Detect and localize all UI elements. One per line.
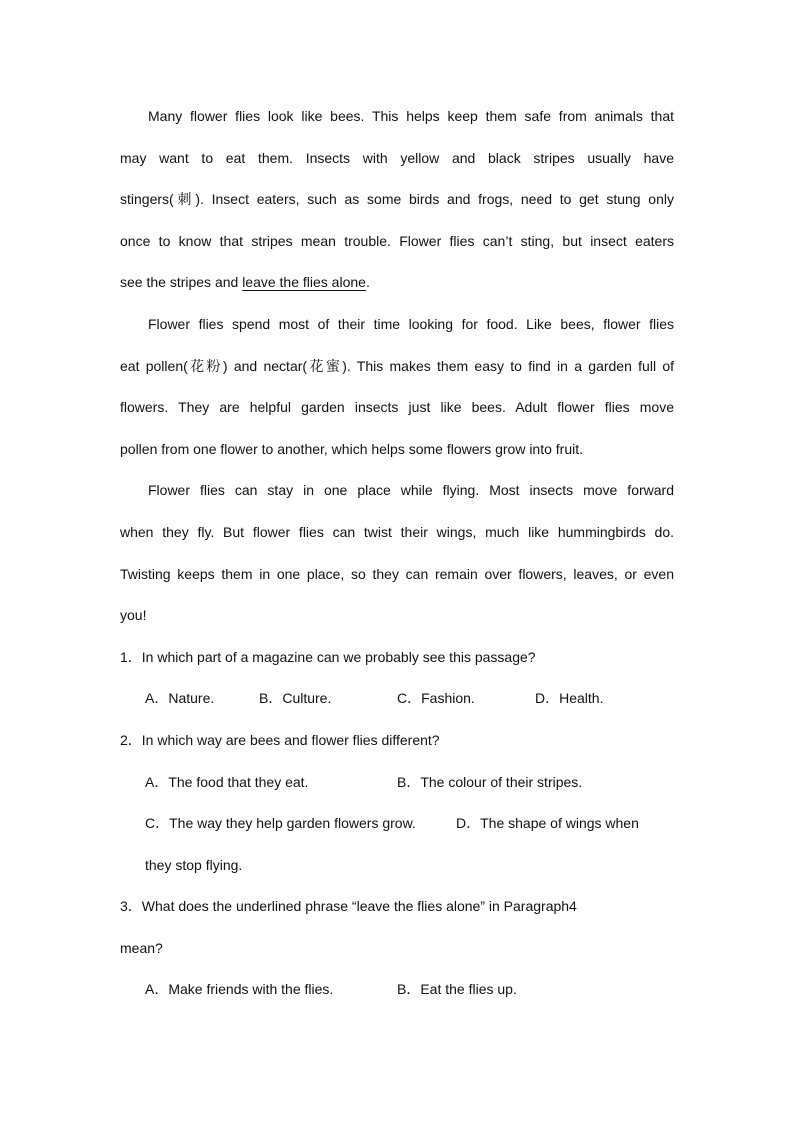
passage-line: when they fly. But flower flies can twist their wings, much like hummingbirds do. (120, 523, 674, 540)
option-a: A．The food that they eat. (145, 773, 309, 790)
option-c: C．Fashion. (397, 690, 475, 707)
passage-line: once to know that stripes mean trouble. Flower flies can’t sting, but insect eaters (120, 232, 674, 249)
question-stem: 3．What does the underlined phrase “leave the flies alone” in Paragraph4 (120, 898, 577, 915)
passage-text: see the stripes and (120, 274, 243, 291)
option-b: B．Culture. (259, 690, 332, 707)
passage-line: stingers(刺). Insect eaters, such as some birds and frogs, need to get stung only (120, 191, 674, 208)
passage-text: . (365, 274, 370, 291)
option-a: A．Nature. (145, 690, 215, 707)
passage-line: you! (120, 607, 147, 624)
passage-line: eat pollen(花粉) and nectar(花蜜). This makes them easy to find in a garden full of (120, 357, 674, 374)
passage-line (120, 262, 674, 304)
option-row (120, 678, 674, 720)
document-page (120, 96, 674, 1011)
option-b: B．The colour of their stripes. (397, 773, 583, 790)
question-stem-continued: mean? (120, 939, 163, 956)
option-row (120, 845, 674, 887)
passage-line: Twisting keeps them in one place, so they can remain over flowers, leaves, or even (120, 565, 674, 582)
question-stem: 1．In which part of a magazine can we probably see this passage? (120, 648, 536, 665)
option-c: C．The way they help garden flowers grow. (145, 815, 416, 832)
passage-line: may want to eat them. Insects with yellow and black stripes usually have (120, 149, 674, 166)
option-row (120, 762, 674, 804)
option-row (120, 969, 674, 1011)
passage-line: Flower flies can stay in one place while flying. Most insects move forward (148, 482, 674, 499)
option-d: D．Health. (535, 690, 604, 707)
passage-line: pollen from one flower to another, which helps some flowers grow into fruit. (120, 440, 584, 457)
option-d: D．The shape of wings when (456, 815, 639, 832)
passage-line: Flower flies spend most of their time looking for food. Like bees, flower flies (148, 315, 674, 332)
option-b: B．Eat the flies up. (397, 981, 517, 998)
option-row (120, 803, 674, 845)
passage-line: Many flower flies look like bees. This helps keep them safe from animals that (148, 108, 674, 124)
option-a: A．Make friends with the flies. (145, 981, 334, 998)
question-stem: 2．In which way are bees and flower flies different? (120, 731, 440, 748)
passage-line: flowers. They are helpful garden insects just like bees. Adult flower flies move (120, 399, 674, 416)
underlined-phrase: leave the flies alone (242, 274, 366, 291)
option-d-continued: they stop flying. (145, 856, 243, 873)
